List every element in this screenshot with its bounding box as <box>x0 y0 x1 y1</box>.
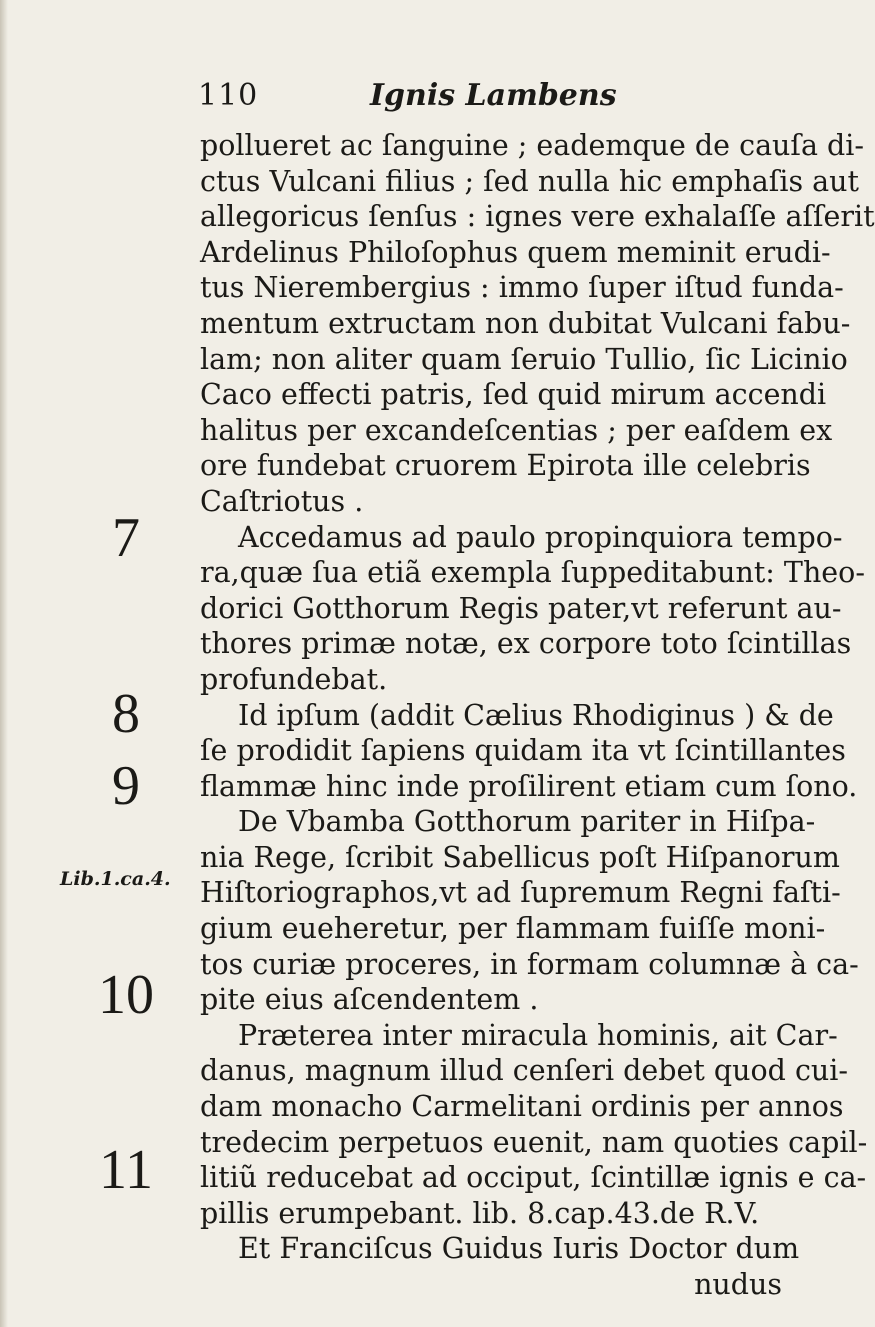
text-line: ore fundebat cruorem Epirota ille celebris <box>200 449 811 483</box>
text-line: Accedamus ad paulo propinquiora tempo- <box>238 520 843 554</box>
page-header <box>198 78 788 118</box>
margin-number-7: 7 <box>112 507 140 569</box>
margin-reference-note: Lib.1.ca.4. <box>60 868 171 890</box>
text-line: flammæ hinc inde proſilirent etiam cum ſono. <box>200 769 858 803</box>
text-line: pollueret ac ſanguine ; eademque de cauſa di- <box>200 129 865 162</box>
text-line: gium eueheretur, per flammam fuiſſe moni- <box>200 912 826 946</box>
page-number: 110 <box>198 78 259 113</box>
text-line: Et Franciſcus Guidus Iuris Doctor dum <box>238 1232 800 1266</box>
text-line: pillis erumpebant. lib. 8.cap.43.de R.V. <box>200 1196 760 1230</box>
text-line: ctus Vulcani filius ; ſed nulla hic emphaſis aut <box>200 164 859 198</box>
text-line: tredecim perpetuos euenit, nam quoties capil- <box>200 1125 868 1159</box>
text-line: thores primæ notæ, ex corpore toto ſcintillas <box>200 627 852 661</box>
text-line: lam; non aliter quam ſeruio Tullio, ſic Licinio <box>200 342 848 376</box>
page-gutter-shadow <box>0 0 8 1327</box>
text-line: ra,quæ ſua etiã exempla ſuppeditabunt: Theo- <box>200 556 865 590</box>
text-line: litiũ reducebat ad occiput, ſcintillæ ignis e ca- <box>200 1161 867 1195</box>
catchword: nudus <box>694 1268 782 1301</box>
margin-number-9: 9 <box>112 755 140 817</box>
text-line: danus, magnum illud cenſeri debet quod cui- <box>200 1054 848 1088</box>
body-text <box>200 128 875 1303</box>
text-line: allegoricus ſenſus : ignes vere exhalaſſe aſſerit <box>200 200 875 234</box>
text-line: Ardelinus Philoſophus quem meminit erudi- <box>200 235 831 269</box>
text-line: mentum extructam non dubitat Vulcani fabu- <box>200 306 851 340</box>
text-line: profundebat. <box>200 662 388 696</box>
text-line: pite eius aſcendentem . <box>200 983 539 1017</box>
text-line: Id ipſum (addit Cælius Rhodiginus ) & de <box>238 698 834 732</box>
text-line: De Vbamba Gotthorum pariter in Hiſpa- <box>238 805 816 839</box>
text-line: nia Rege, ſcribit Sabellicus poſt Hiſpanorum <box>200 840 840 874</box>
margin-number-10: 10 <box>98 964 154 1026</box>
text-line: Caco effecti patris, ſed quid mirum accendi <box>200 378 827 412</box>
text-line: dam monacho Carmelitani ordinis per annos <box>200 1090 844 1124</box>
text-line: Præterea inter miracula hominis, ait Car- <box>238 1018 838 1052</box>
text-line: Hiſtoriographos,vt ad ſupremum Regni faſti- <box>200 876 841 910</box>
text-line: tos curiæ proceres, in formam columnæ à ca- <box>200 947 859 981</box>
running-head: Ignis Lambens <box>370 78 617 113</box>
text-line: ſe prodidit ſapiens quidam ita vt ſcintillantes <box>200 734 846 768</box>
text-line: Caſtriotus . <box>200 484 364 518</box>
margin-number-11: 11 <box>99 1139 153 1201</box>
margin-number-8: 8 <box>112 683 140 745</box>
text-line: dorici Gotthorum Regis pater,vt referunt au- <box>200 591 842 625</box>
text-line: halitus per excandeſcentias ; per eaſdem ex <box>200 413 833 447</box>
text-line: tus Nierembergius : immo ſuper iſtud funda- <box>200 271 844 305</box>
